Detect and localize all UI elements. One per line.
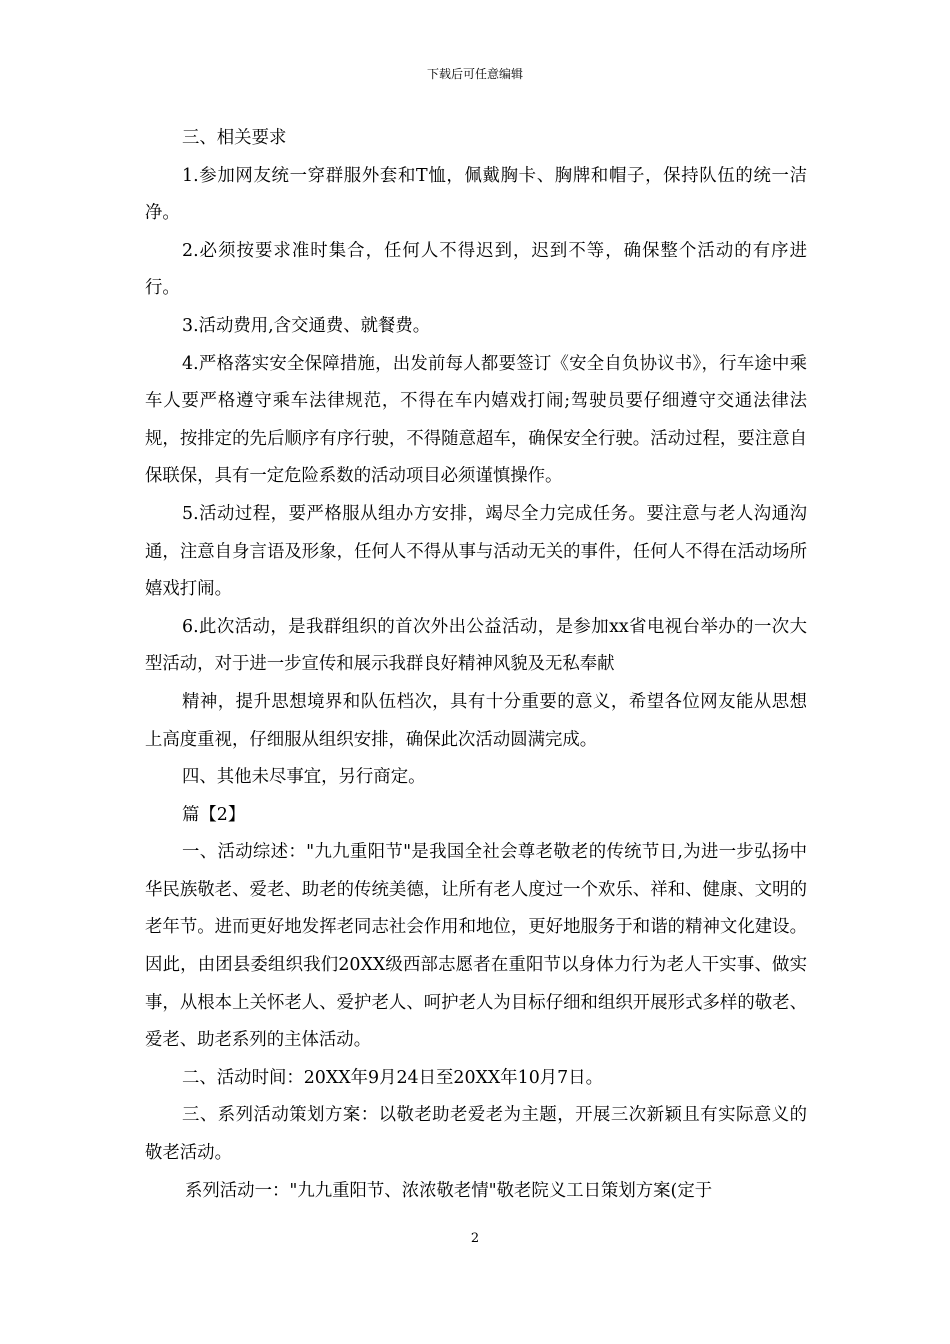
section-heading: 篇【2】 — [182, 804, 246, 825]
paragraph: 二、活动时间：20XX年9月24日至20XX年10月7日。 — [182, 1067, 604, 1088]
paragraph: 1.参加网友统一穿群服外套和T恤，佩戴胸卡、胸牌和帽子，保持队伍的统一洁净。 — [145, 165, 807, 224]
page-number: 2 — [470, 1231, 480, 1246]
paragraph: 精神，提升思想境界和队伍档次，具有十分重要的意义，希望各位网友能从思想上高度重视，仔细服从组织安排，确保此次活动圆满完成。 — [145, 691, 807, 750]
section-heading: 四、其他未尽事宜，另行商定。 — [182, 767, 426, 788]
paragraph: 5.活动过程，要严格服从组办方安排，竭尽全力完成任务。要注意与老人沟通沟通，注意自身言语及形象，任何人不得从事与活动无关的事件，任何人不得在活动场所嬉戏打闹。 — [145, 503, 807, 600]
document-body — [145, 120, 807, 1210]
paragraph: 6.此次活动，是我群组织的首次外出公益活动，是参加xx省电视台举办的一次大型活动，对于进一步宣传和展示我群良好精神风貌及无私奉献 — [145, 616, 807, 675]
section-heading: 三、相关要求 — [182, 128, 287, 148]
paragraph: 一、活动综述："九九重阳节"是我国全社会尊老敬老的传统节日,为进一步弘扬中华民族敬老、爱老、助老的传统美德，让所有老人度过一个欢乐、祥和、健康、文明的老年节。进而更好地发挥老同志社会作用和地位，更好地服务于和谐的精神文化建设。因此，由团县委组织我们20XX级西部志愿者在重阳节以身体力行为老人干实事、做实事，从根本上关怀老人、爱护老人、呵护老人为目标仔细和组织开展形式多样的敬老、爱老、助老系列的主体活动。 — [145, 842, 807, 1051]
page-header: 下载后可任意编辑 — [426, 67, 523, 81]
paragraph: 3.活动费用,含交通费、就餐费。 — [182, 315, 431, 336]
paragraph: 4.严格落实安全保障措施，出发前每人都要签订《安全自负协议书》，行车途中乘车人要严格遵守乘车法律规范，不得在车内嬉戏打闹;驾驶员要仔细遵守交通法律法规，按排定的先后顺序有序行驶，不得随意超车，确保安全行驶。活动过程，要注意自保联保，具有一定危险系数的活动项目必须谨慎操作。 — [145, 353, 807, 487]
paragraph: 三、系列活动策划方案：以敬老助老爱老为主题，开展三次新颖且有实际意义的敬老活动。 — [145, 1105, 807, 1164]
paragraph: 2.必须按要求准时集合，任何人不得迟到，迟到不等，确保整个活动的有序进行。 — [145, 240, 807, 299]
paragraph: 系列活动一："九九重阳节、浓浓敬老情"敬老院义工日策划方案(定于 — [185, 1180, 713, 1201]
